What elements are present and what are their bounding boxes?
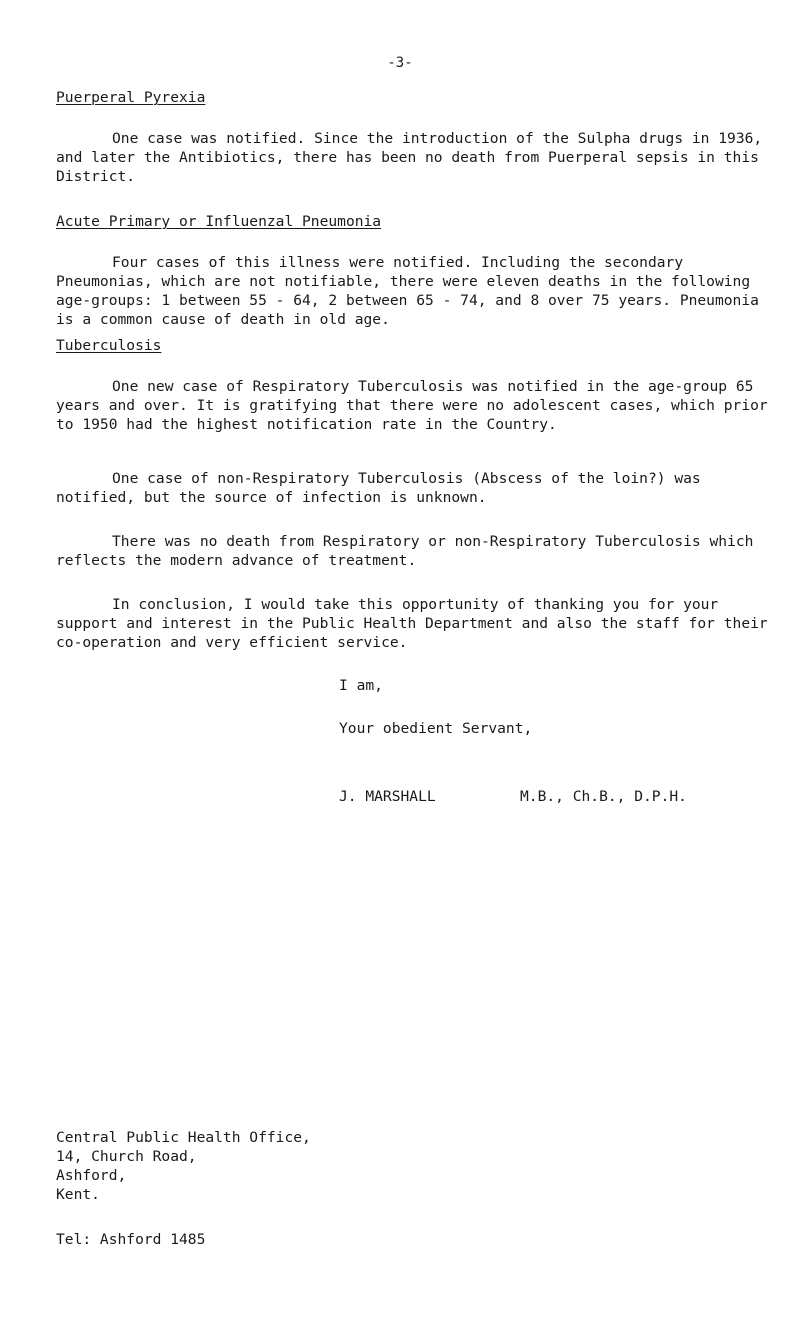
paragraph: One new case of Respiratory Tuberculosis was notified in the age-group 65 years and over. It is gratifying that there were no adolescent cases, which prior to 1950 had the highest notification rate in the Country.: [56, 378, 768, 433]
closing-valediction: Your obedient Servant,: [339, 720, 533, 737]
telephone: Tel: Ashford 1485: [56, 1231, 206, 1248]
section-pneumonia-body: [56, 253, 768, 329]
address-line: 14, Church Road,: [56, 1148, 197, 1165]
section-puerperal-pyrexia: [56, 88, 768, 107]
paragraph: One case was notified. Since the introduction of the Sulpha drugs in 1936, and later the Antibiotics, there has been no death from Puerperal sepsis in this District.: [56, 130, 763, 185]
section-puerperal-pyrexia-body: [56, 129, 768, 186]
section-tuberculosis-body-2: [56, 469, 768, 507]
section-heading: Puerperal Pyrexia: [56, 89, 206, 106]
closing-greeting: I am,: [339, 677, 383, 694]
section-heading: Tuberculosis: [56, 337, 162, 354]
paragraph: In conclusion, I would take this opportunity of thanking you for your support and interest in the Public Health Department and also the staff for their co-operation and very efficient service.: [56, 596, 768, 651]
section-tuberculosis-body-1: [56, 377, 768, 434]
address-line: Central Public Health Office,: [56, 1129, 311, 1146]
page-number: -3-: [387, 55, 413, 71]
section-pneumonia: [56, 212, 768, 231]
paragraph: Four cases of this illness were notified. Including the secondary Pneumonias, which are not notifiable, there were eleven deaths in the following age-groups: 1 between 55 - 64, 2 between 65 - 74, and 8 over 75 years. Pneumonia is a common cause of death in old age.: [56, 254, 759, 328]
signature-qualifications: M.B., Ch.B., D.P.H.: [520, 788, 687, 805]
address-line: Kent.: [56, 1186, 100, 1203]
section-tuberculosis: [56, 336, 768, 355]
signature-name: J. MARSHALL: [339, 788, 436, 805]
section-heading: Acute Primary or Influenzal Pneumonia: [56, 213, 382, 230]
paragraph: There was no death from Respiratory or non-Respiratory Tuberculosis which reflects the modern advance of treatment.: [56, 533, 754, 569]
address-line: Ashford,: [56, 1167, 127, 1184]
conclusion-paragraph: [56, 595, 768, 652]
paragraph: One case of non-Respiratory Tuberculosis (Abscess of the loin?) was notified, but the source of infection is unknown.: [56, 470, 701, 506]
section-tuberculosis-body-3: [56, 532, 768, 570]
address-block: [56, 1128, 311, 1204]
